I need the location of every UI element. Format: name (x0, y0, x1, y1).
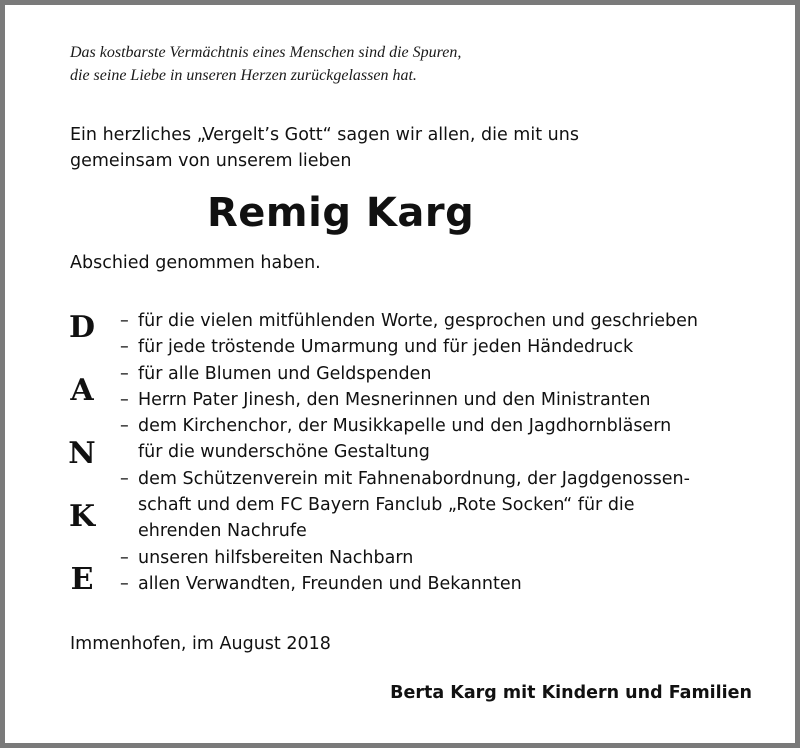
deceased-name: Remig Karg (207, 190, 475, 236)
list-dash: – (120, 547, 129, 568)
thanks-list-item (120, 334, 770, 360)
thanks-list-item (120, 571, 770, 597)
thanks-list-item (120, 387, 770, 413)
thanks-paragraph (70, 122, 730, 174)
item-line: Herrn Pater Jinesh, den Mesnerinnen und den Ministranten (138, 389, 651, 410)
thanks-line: gemeinsam von unserem lieben (70, 151, 352, 171)
item-line: für die vielen mitfühlenden Worte, gesprochen und geschrieben (138, 311, 698, 331)
quote-line: Das kostbarste Vermächtnis eines Menschen sind die Spuren, (70, 44, 462, 61)
item-line: dem Kirchenchor, der Musikkapelle und den Jagdhornbläsern (138, 416, 672, 437)
list-dash: – (120, 416, 129, 437)
item-line: dem Schützenverein mit Fahnenabordnung, der Jagdgenossen- (138, 468, 690, 489)
danke-letter-d: D (68, 310, 95, 345)
thanks-list-item (120, 545, 770, 571)
thanks-list-item (120, 413, 770, 466)
list-dash: – (120, 363, 129, 384)
item-line: allen Verwandten, Freunden und Bekannten (138, 573, 522, 594)
danke-letter-k: K (68, 499, 96, 534)
memorial-quote (70, 41, 461, 87)
list-dash: – (120, 337, 129, 358)
item-line: für jede tröstende Umarmung und für jeden Händedruck (138, 337, 634, 358)
item-line: für alle Blumen und Geldspenden (138, 363, 432, 384)
danke-letter-e: E (70, 562, 94, 597)
farewell-line: Abschied genommen haben. (70, 253, 321, 273)
thanks-list (120, 308, 770, 597)
signature: Berta Karg mit Kindern und Familien (390, 683, 752, 703)
thanks-list-item (120, 466, 770, 545)
list-dash: – (120, 311, 129, 331)
item-line: unseren hilfsbereiten Nachbarn (138, 547, 414, 568)
item-line: für die wunderschöne Gestaltung (138, 442, 430, 463)
item-line: schaft und dem FC Bayern Fanclub „Rote Socken“ für die (138, 495, 635, 516)
danke-letter-n: N (68, 436, 96, 471)
danke-letter-a: A (70, 373, 94, 408)
thanks-line: Ein herzliches „Vergelt’s Gott“ sagen wir allen, die mit uns (70, 125, 579, 145)
list-dash: – (120, 573, 129, 594)
list-dash: – (120, 389, 129, 410)
list-dash: – (120, 468, 129, 489)
place-and-date: Immenhofen, im August 2018 (70, 634, 331, 654)
quote-line: die seine Liebe in unseren Herzen zurückgelassen hat. (70, 67, 417, 84)
thanks-list-item (120, 308, 770, 334)
thanks-list-item (120, 361, 770, 387)
item-line: ehrenden Nachrufe (138, 521, 307, 542)
